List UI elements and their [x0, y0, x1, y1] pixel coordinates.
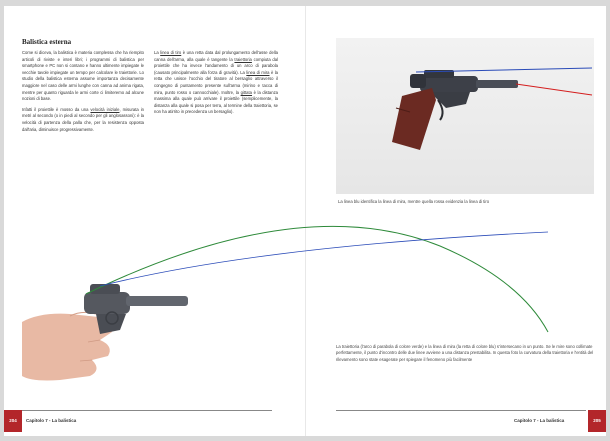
page-number-right: 205: [588, 410, 606, 432]
chapter-label-left: Capitolo 7 - La balistica: [26, 418, 77, 423]
term-range: gittata: [240, 89, 253, 95]
text-column-2: [154, 50, 278, 116]
text-column-1: [22, 50, 144, 137]
section-title: Balistica esterna: [22, 38, 72, 46]
paragraph-2: Infatti il proiettile è mosso da una velocità iniziale, misurata in metri al secondo (o in piedi al secondo per gli anglosassoni): è la velocità di partenza della palla che, per la resistenza opposta dall'aria, diminuisce progressivamente.: [22, 106, 144, 132]
page-number-left: 204: [4, 410, 22, 432]
page-gutter: [305, 6, 306, 436]
photo-caption-1: La linea blu identifica la linea di mira, mentre quella rossa evidenzia la linea di tiro: [338, 199, 490, 204]
term-trajectory: traiettoria: [234, 56, 252, 62]
term-line-of-sight: linea di mira: [246, 69, 270, 75]
term-line-of-fire: linea di tiro: [160, 50, 182, 55]
paragraph-3: La linea di tiro è una retta data dal prolungamento dell'asse della canna dell'arma, alla quale è tangente la traiettoria compiuta dal proiettile che ha invece l'andamento di un arco di parabola (causato principalmente alla forza di gravità). La linea di mira è la retta che unisce l'occhio del tiratore al bersaglio attraverso il congegno di puntamento presente sull'arma (mirino e tacca di mira, punto rosso o cannocchiale). Inoltre, la gittata è la distanza massima alla quale può arrivare il proiettile (semplicemente, la distanza alla quale si posa per terra, al termine della traiettoria, se non ha atirrito in precedenza un bersaglio).: [154, 50, 279, 115]
photo-caption-2: La traiettoria (l'arco di parabola di colore verde) e la linea di mira (la retta di colore blu) s'intersecano in un punto. Se le mire sono collimate perfettamente, il punto d'incontro delle due linee avviene a una distanza prestabilita. In questa foto la curvatura della traiettoria e l'entità del rilevamento sono state esagerate per spiegare il fenomeno più facilmente: [336, 344, 594, 362]
term-initial-velocity: velocità iniziale: [90, 106, 120, 112]
paragraph-1: Come si diceva, la balistica è materia complessa che ha riempito articoli di riviste e interi libri; i programmi di balistica per smartphone e PC non si contano e hanno ultimente impiegate le vecchie tavole impiegate un tempo per calcolare le traiettorie. Lo studio della balistica esterna assume importanza decisamente maggiore nel caso delle armi lunghe con canna ad anima rigata, mentre per quanto riguarda le armi corte ci limiteremo ad alcune nozioni di base.: [22, 50, 144, 102]
footer-rule-left: [22, 410, 272, 411]
footer-rule-right: [336, 410, 586, 411]
chapter-label-right: Capitolo 7 - La balistica: [514, 418, 565, 423]
revolver-photo: [336, 38, 594, 194]
